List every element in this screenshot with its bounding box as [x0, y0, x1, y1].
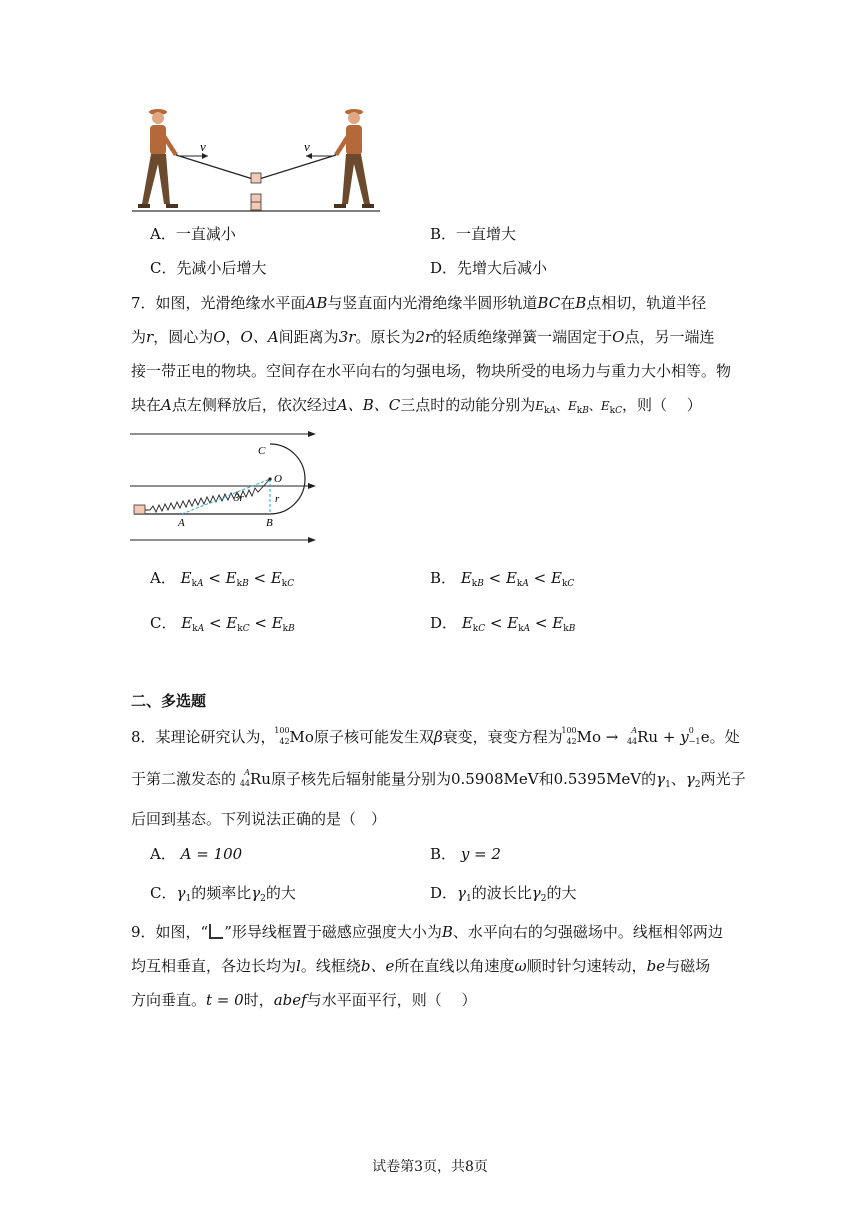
q8-option-b[interactable]: B． y = 2: [430, 845, 501, 863]
q7-fig-label-r: r: [275, 493, 280, 505]
q9-line1: 9．如图，“ ”形导线框置于磁感应强度大小为B、水平向右的匀强磁场中。线框相邻两边: [131, 923, 723, 941]
v-left-label: v: [200, 139, 206, 154]
v-right-label: v: [304, 139, 310, 154]
q7-fig-label-C: C: [258, 445, 266, 457]
q8-line2: 于第二激发态的 A 44 Ru原子核先后辐射能量分别为0.5908MeV和0.5395MeV的$\gamma_1$、$\gamma_2$两光子: [131, 768, 746, 790]
page-footer: 试卷第3页，共8页: [372, 1159, 488, 1175]
q7-option-b[interactable]: B． $E_{kB} < E_{kA} < E_{kC}$: [430, 569, 575, 589]
q7-option-c[interactable]: C． $E_{kA} < E_{kC} < E_{kB}$: [150, 614, 295, 634]
q7-fig-label-B: B: [266, 517, 273, 529]
q7-line4: 块在A点左侧释放后，依次经过A、B、C三点时的动能分别为$E_{kA}$、$E_{kB}$、$E_{kC}$，则（ ）: [131, 396, 702, 416]
q9-line3: 方向垂直。t = 0时，abef与水平面平行，则（ ）: [131, 991, 477, 1009]
left-person: [138, 109, 178, 208]
q7-line2: 为r，圆心为O，O、A间距离为3r。原长为2r的轻质绝缘弹簧一端固定于O点，另一端连: [131, 328, 715, 346]
q6-option-b[interactable]: B．一直增大: [430, 225, 517, 243]
q7-fig-label-3r: 3r: [234, 492, 244, 504]
q8-option-c[interactable]: C．$\gamma_1$的频率比$\gamma_2$的大: [150, 884, 296, 904]
q7-line1: 7．如图，光滑绝缘水平面AB与竖直面内光滑绝缘半圆形轨道BC在B点相切，轨道半径: [131, 294, 707, 312]
q7-fig-label-O: O: [274, 473, 282, 485]
q8-line3: 后回到基态。下列说法正确的是（ ）: [131, 810, 387, 828]
q8-line1: 8．某理论研究认为， 100 42 Mo原子核可能发生双β衰变，衰变方程为 100 42 Mo → A 44 Ru + y 0 −1 e。处: [131, 726, 740, 746]
q6-option-c[interactable]: C．先减小后增大: [150, 259, 267, 277]
section-title: 二、多选题: [131, 692, 207, 710]
q6-option-a[interactable]: A．一直减小: [150, 225, 236, 243]
q6-figure: [128, 104, 384, 216]
q6-option-d[interactable]: D．先增大后减小: [430, 259, 548, 277]
l-frame-icon: [209, 924, 223, 939]
right-person: [334, 109, 374, 208]
q8-option-d[interactable]: D．$\gamma_1$的波长比$\gamma_2$的大: [430, 884, 577, 904]
q7-option-a[interactable]: A． $E_{kA} < E_{kB} < E_{kC}$: [150, 569, 295, 589]
q8-option-a[interactable]: A． A = 100: [150, 845, 243, 863]
q9-line2: 均互相垂直，各边长均为l。线框绕b、e所在直线以角速度ω顺时针匀速转动，be与磁场: [131, 957, 711, 975]
q7-figure: [128, 426, 322, 548]
q7-option-d[interactable]: D． $E_{kC} < E_{kA} < E_{kB}$: [430, 614, 576, 634]
q7-line3: 接一带正电的物块。空间存在水平向右的匀强电场，物块所受的电场力与重力大小相等。物: [131, 362, 732, 380]
q7-fig-label-A: A: [178, 517, 185, 529]
